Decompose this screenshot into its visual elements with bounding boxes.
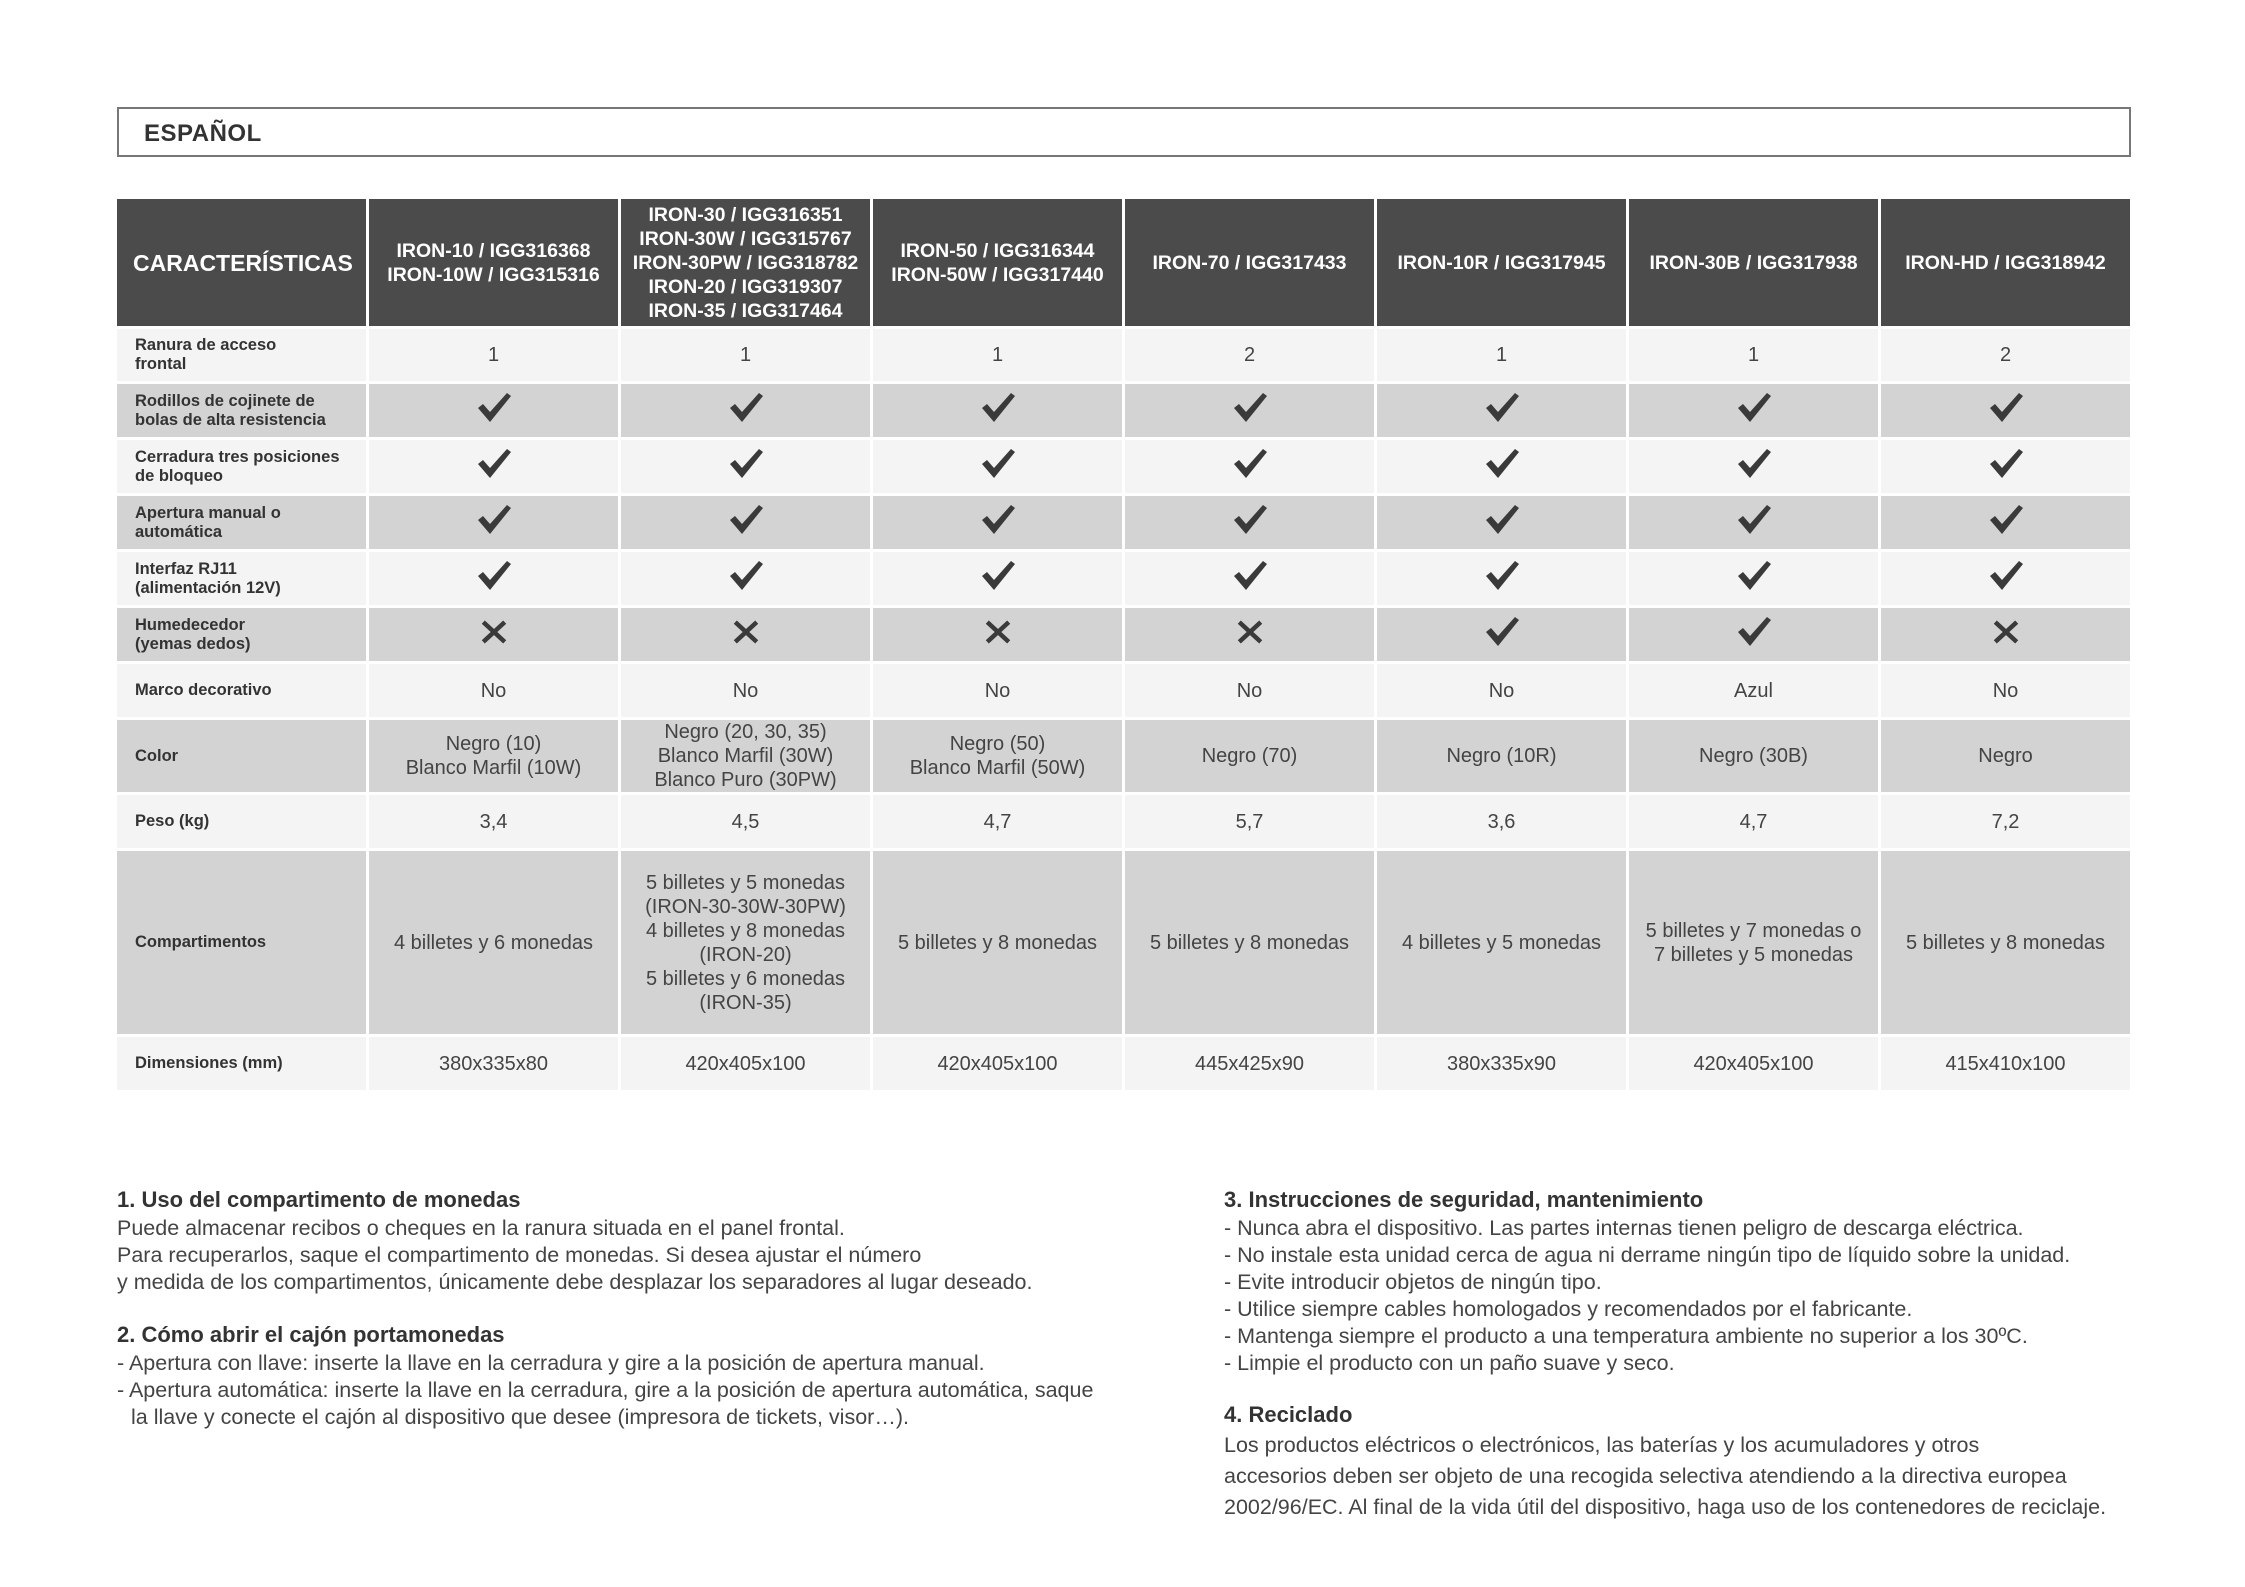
table-cell: 380x335x80 [369,1037,618,1090]
cell-line: 5 billetes y 5 monedas [645,871,845,894]
checkmark-icon [476,447,512,481]
row-label-line: Marco decorativo [135,681,272,699]
cell-line: Blanco Marfil (10W) [405,757,582,779]
table-cell [369,851,618,1034]
cross-icon [980,618,1016,652]
row-label-line: Apertura manual o [135,503,281,522]
table-cell [873,552,1122,605]
table-cell [1629,552,1878,605]
section-3-item: - Limpie el producto con un paño suave y seco. [1224,1351,1675,1375]
row-label [117,552,366,605]
row-label-line: Interfaz RJ11 [135,559,237,578]
row-label-line: Humedecedor [135,615,246,634]
section-1-line: y medida de los compartimentos, únicamente debe desplazar los separadores al lugar deseado. [117,1270,1033,1294]
checkmark-icon [1736,615,1772,649]
table-row [117,552,2130,605]
cross-icon [476,618,512,652]
table-cell [873,851,1122,1034]
table-cell [873,608,1122,661]
row-label [117,496,366,549]
table-row [117,664,2130,717]
table-cell [1629,608,1878,661]
table-cell: 3,6 [1377,795,1626,848]
checkmark-icon [1484,615,1520,649]
table-cell: No [621,664,870,717]
cell-line: (IRON-35) [699,991,792,1014]
checkmark-icon [1484,503,1520,537]
table-cell: 2 [1881,329,2130,381]
model-name: IRON-30B / IGG317938 [1649,251,1858,274]
model-name: IRON-10R / IGG317945 [1397,251,1606,274]
checkmark-icon [1988,559,2024,593]
cell-line: 4 billetes y 6 monedas [393,931,593,954]
checkmark-icon [476,503,512,537]
table-cell: 420x405x100 [873,1037,1122,1090]
table-cell [1125,608,1374,661]
table-cell [1881,496,2130,549]
model-header [1629,199,1878,326]
table-cell [621,496,870,549]
table-row [117,608,2130,661]
table-cell: 2 [1125,329,1374,381]
checkmark-icon [728,391,764,425]
cell-line: Negro (20, 30, 35) [664,721,827,743]
row-label [117,720,366,792]
table-cell: 380x335x90 [1377,1037,1626,1090]
model-name: IRON-30PW / IGG318782 [632,251,859,274]
table-cell [621,851,870,1034]
section-1-title: 1. Uso del compartimento de monedas [117,1187,521,1212]
model-name: IRON-10 / IGG316368 [396,239,591,262]
table-cell [1377,608,1626,661]
checkmark-icon [1484,447,1520,481]
row-label [117,384,366,437]
section-2-title: 2. Cómo abrir el cajón portamonedas [117,1322,505,1347]
language-header [117,107,2131,157]
table-cell [621,608,870,661]
section-4-title: 4. Reciclado [1224,1402,1353,1427]
checkmark-icon [980,559,1016,593]
checkmark-icon [1484,559,1520,593]
row-label-line: (yemas dedos) [135,634,251,653]
section-4-line: 2002/96/EC. Al final de la vida útil del dispositivo, haga uso de los contenedores de reciclaje. [1224,1495,2107,1519]
table-cell: No [1125,664,1374,717]
table-cell [369,440,618,493]
cell-line: (IRON-30-30W-30PW) [645,895,846,918]
cross-icon [1988,618,2024,652]
section-3-item: - No instale esta unidad cerca de agua ni derrame ningún tipo de líquido sobre la unidad. [1224,1243,2071,1267]
table-cell [1377,496,1626,549]
table-cell [873,496,1122,549]
cell-line: Blanco Puro (30PW) [654,769,837,791]
table-cell: No [1881,664,2130,717]
cell-line: 5 billetes y 7 monedas o [1645,919,1862,942]
table-cell: Azul [1629,664,1878,717]
cell-line: Negro (10) [445,733,542,755]
language-label: ESPAÑOL [144,120,262,147]
table-cell: 420x405x100 [1629,1037,1878,1090]
table-cell [1881,851,2130,1034]
row-label [117,851,366,1034]
checkmark-icon [1736,559,1772,593]
checkmark-icon [476,391,512,425]
row-label-line: Cerradura tres posiciones [135,447,340,466]
row-label-line: Rodillos de cojinete de [135,391,315,410]
table-cell [621,440,870,493]
table-cell [369,552,618,605]
section-4-line: accesorios deben ser objeto de una recogida selectiva atendiendo a la directiva europea [1224,1464,2067,1488]
section-1-line: Puede almacenar recibos o cheques en la ranura situada en el panel frontal. [117,1216,845,1240]
checkmark-icon [728,559,764,593]
table-row [117,795,2130,848]
model-header [1125,199,1374,326]
cell-line: Negro (30B) [1699,745,1808,767]
table-cell: 445x425x90 [1125,1037,1374,1090]
model-name: IRON-HD / IGG318942 [1905,251,2106,274]
table-cell: 4,7 [1629,795,1878,848]
cell-line: Blanco Marfil (30W) [657,745,834,767]
table-cell: 1 [369,329,618,381]
model-name: IRON-10W / IGG315316 [387,263,600,286]
checkmark-icon [728,503,764,537]
table-row [117,720,2130,792]
model-name: IRON-35 / IGG317464 [648,299,843,322]
table-cell [1881,720,2130,792]
row-label-line: Compartimentos [135,933,267,951]
cell-line: Negro (10R) [1446,745,1557,767]
checkmark-icon [1988,503,2024,537]
table-cell: 1 [1377,329,1626,381]
row-label-line: frontal [135,355,187,373]
checkmark-icon [980,391,1016,425]
cell-line: 4 billetes y 5 monedas [1401,931,1601,954]
table-cell [1377,720,1626,792]
section-coin-compartment [117,1185,1197,1296]
table-row [117,851,2130,1034]
table-cell [1125,552,1374,605]
table-cell [369,720,618,792]
table-cell: No [873,664,1122,717]
cell-line: 5 billetes y 8 monedas [1905,931,2105,954]
section-3-item: - Nunca abra el dispositivo. Las partes internas tienen peligro de descarga eléctrica. [1224,1216,2024,1240]
cell-line: Negro (50) [949,733,1046,755]
section-1-line: Para recuperarlos, saque el compartimento de monedas. Si desea ajustar el número [117,1243,922,1267]
row-label-line: (alimentación 12V) [135,578,281,597]
table-cell: 1 [873,329,1122,381]
checkmark-icon [1736,503,1772,537]
section-3-title: 3. Instrucciones de seguridad, mantenimiento [1224,1187,1704,1212]
model-name: IRON-50W / IGG317440 [891,263,1104,286]
table-cell [1629,851,1878,1034]
model-header [369,199,618,326]
section-3-item: - Mantenga siempre el producto a una temperatura ambiente no superior a los 30ºC. [1224,1324,2028,1348]
model-name: IRON-70 / IGG317433 [1152,251,1347,274]
checkmark-icon [1232,391,1268,425]
specifications-table [114,196,2133,1093]
model-name: IRON-50 / IGG316344 [900,239,1095,262]
section-3-item: - Evite introducir objetos de ningún tipo. [1224,1270,1602,1294]
table-cell [1629,384,1878,437]
section-2-item: - Apertura automática: inserte la llave en la cerradura, gire a la posición de apertura automática, saque la llave y conecte el cajón al dispositivo que desee (impresora de tickets, visor…). [117,1378,1094,1429]
table-cell [1377,851,1626,1034]
model-header [621,199,870,326]
model-header [1377,199,1626,326]
checkmark-icon [1232,503,1268,537]
row-label-line: Dimensiones (mm) [135,1054,283,1072]
table-cell: 4,5 [621,795,870,848]
table-cell: 420x405x100 [621,1037,870,1090]
cell-line: 5 billetes y 6 monedas [645,967,845,990]
table-row [117,329,2130,381]
section-recycling [1224,1400,2234,1523]
row-label-line: automática [135,522,223,541]
table-cell [1377,440,1626,493]
table-cell [873,440,1122,493]
row-label [117,608,366,661]
table-cell [621,384,870,437]
table-cell: 4,7 [873,795,1122,848]
checkmark-icon [1232,559,1268,593]
table-cell [1881,552,2130,605]
checkmark-icon [980,447,1016,481]
cell-line: Blanco Marfil (50W) [909,757,1086,779]
row-label-line: Ranura de acceso [135,336,277,354]
table-row [117,496,2130,549]
checkmark-icon [980,503,1016,537]
cell-line: 5 billetes y 8 monedas [1149,931,1349,954]
table-cell [621,552,870,605]
model-header [873,199,1122,326]
table-cell: No [369,664,618,717]
cell-line: Negro (70) [1201,745,1298,767]
model-name: IRON-30 / IGG316351 [648,203,843,226]
cell-line: 5 billetes y 8 monedas [897,931,1097,954]
table-cell [1881,440,2130,493]
table-cell [1377,384,1626,437]
table-cell [1125,440,1374,493]
table-cell: No [1377,664,1626,717]
table-cell: 7,2 [1881,795,2130,848]
table-cell [1629,496,1878,549]
checkmark-icon [1988,391,2024,425]
table-cell [1125,851,1374,1034]
table-cell [369,608,618,661]
cell-line: (IRON-20) [699,943,792,966]
section-4-line: Los productos eléctricos o electrónicos, las baterías y los acumuladores y otros [1224,1433,1980,1457]
checkmark-icon [728,447,764,481]
checkmark-icon [1736,447,1772,481]
checkmark-icon [1736,391,1772,425]
checkmark-icon [1232,447,1268,481]
table-row [117,440,2130,493]
table-cell [1881,384,2130,437]
table-cell: 1 [621,329,870,381]
characteristics-header: CARACTERÍSTICAS [117,199,366,326]
model-name: IRON-30W / IGG315767 [639,227,852,250]
model-name: IRON-20 / IGG319307 [648,275,843,298]
table-cell [1377,552,1626,605]
table-cell [621,720,870,792]
table-cell [873,720,1122,792]
section-3-item: - Utilice siempre cables homologados y recomendados por el fabricante. [1224,1297,1913,1321]
table-cell: 415x410x100 [1881,1037,2130,1090]
cross-icon [728,618,764,652]
row-label-line: bolas de alta resistencia [135,410,326,429]
model-header [1881,199,2130,326]
table-cell [1125,496,1374,549]
checkmark-icon [1988,447,2024,481]
row-label [117,440,366,493]
table-cell [1629,440,1878,493]
table-cell [1881,608,2130,661]
row-label [117,329,366,381]
table-cell: 3,4 [369,795,618,848]
section-2-item: - Apertura con llave: inserte la llave en la cerradura y gire a la posición de apertura manual. [117,1351,985,1375]
cell-line: Negro [1978,745,2033,767]
row-label [117,664,366,717]
table-row [117,384,2130,437]
table-cell [1629,720,1878,792]
row-label-line: de bloqueo [135,466,223,485]
table-cell [369,384,618,437]
cross-icon [1232,618,1268,652]
row-label [117,795,366,848]
table-cell [369,496,618,549]
table-cell: 5,7 [1125,795,1374,848]
cell-line: 4 billetes y 8 monedas [645,919,845,942]
section-safety [1224,1185,2224,1377]
table-cell [1125,384,1374,437]
checkmark-icon [476,559,512,593]
table-row [117,1037,2130,1090]
row-label [117,1037,366,1090]
row-label-line: Peso (kg) [135,812,210,830]
checkmark-icon [1484,391,1520,425]
row-label-line: Color [135,746,179,765]
table-cell: 1 [1629,329,1878,381]
section-open-drawer [117,1320,1097,1431]
cell-line: 7 billetes y 5 monedas [1653,943,1853,966]
table-cell [873,384,1122,437]
table-cell [1125,720,1374,792]
